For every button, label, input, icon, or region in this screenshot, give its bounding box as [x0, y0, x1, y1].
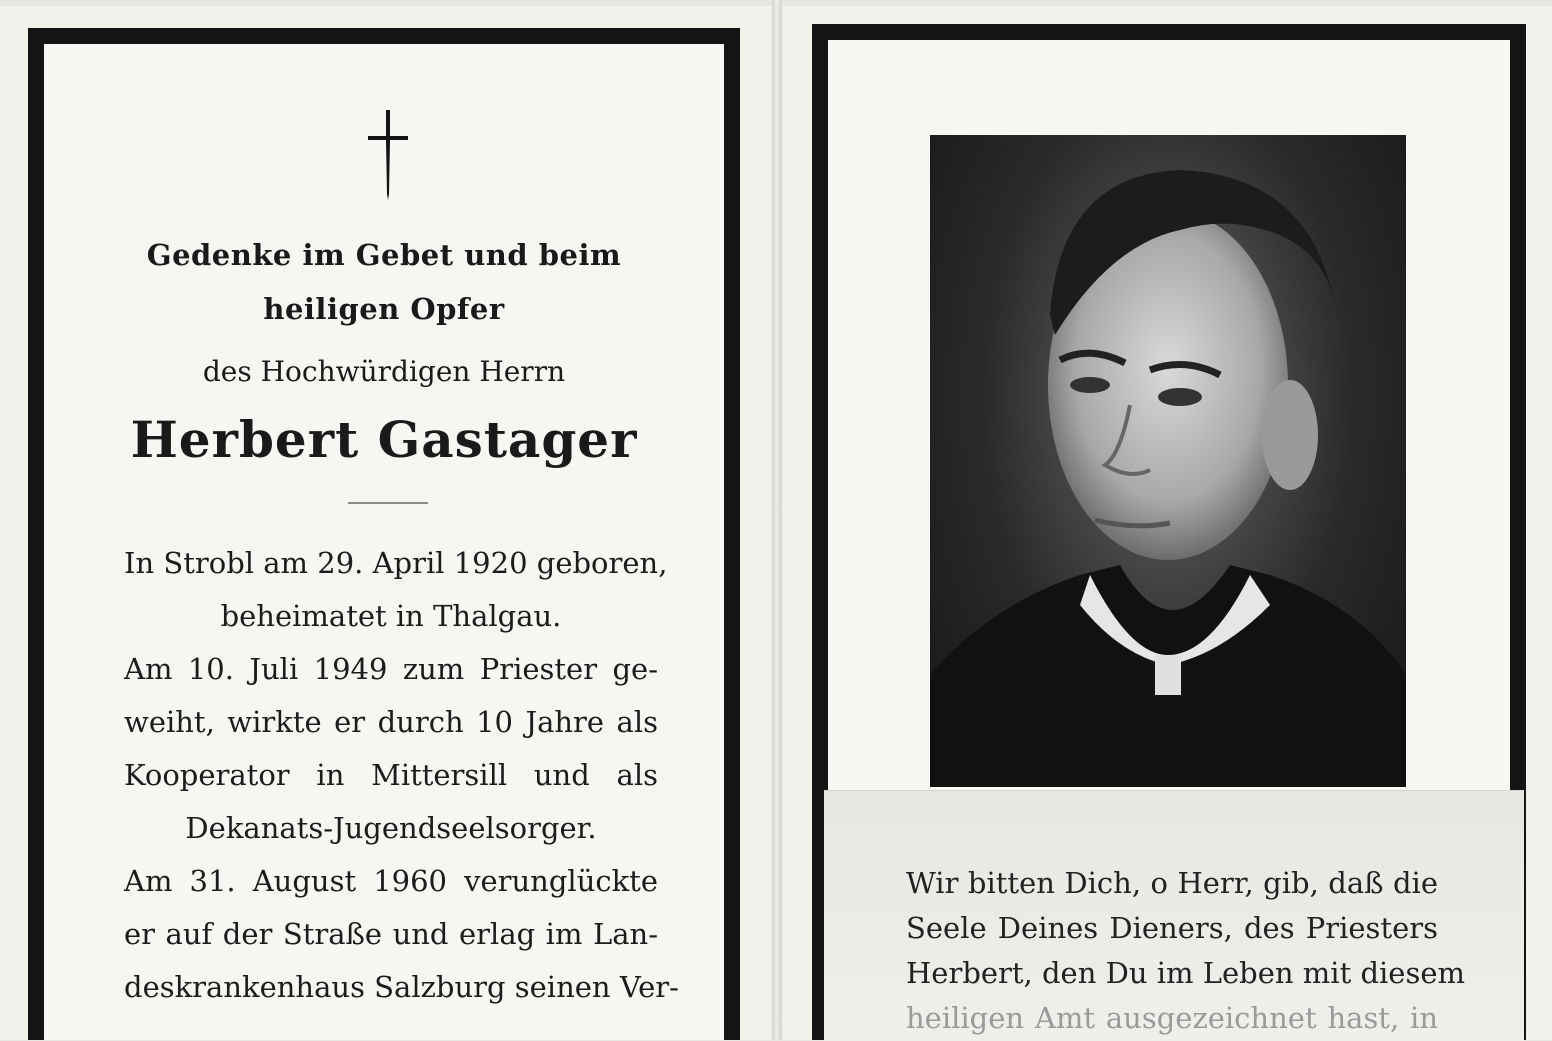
bio-line: er auf der Straße und erlag im Lan- [124, 917, 658, 951]
bio-line: Am 31. August 1960 verunglückte [124, 864, 658, 898]
prayer-line: Herbert, den Du im Leben mit diesem [906, 956, 1465, 990]
bio-line: beheimatet in Thalgau. [220, 599, 562, 633]
bio-line: In Strobl am 29. April 1920 geboren, [124, 546, 668, 580]
bio-line: Dekanats-Jugendseelsorger. [185, 811, 597, 845]
prayer-text [906, 861, 1465, 1041]
prayer-line: heiligen Amt ausgezeichnet hast, in [906, 1001, 1438, 1035]
deceased-name: Herbert Gastager [130, 410, 638, 469]
prayer-line: Seele Deines Dieners, des Priesters [906, 911, 1438, 945]
portrait-silhouette [930, 135, 1406, 787]
bio-line: weiht, wirkte er durch 10 Jahre als [124, 705, 658, 739]
biography-text [124, 537, 679, 1014]
memorial-heading-line2: heiligen Opfer [263, 292, 505, 326]
prayer-line: Wir bitten Dich, o Herr, gib, daß die [906, 866, 1438, 900]
bio-line: deskrankenhaus Salzburg seinen Ver- [124, 970, 679, 1004]
bio-line: Kooperator in Mittersill und als [124, 758, 658, 792]
memorial-heading-line1: Gedenke im Gebet und beim [146, 238, 622, 272]
divider-rule [348, 502, 428, 504]
portrait-photo [930, 135, 1406, 787]
card-fold [772, 0, 782, 1040]
bio-line: Am 10. Juli 1949 zum Priester ge- [124, 652, 658, 686]
title-subheading: des Hochwürdigen Herrn [202, 355, 566, 388]
cross-icon [366, 108, 410, 202]
